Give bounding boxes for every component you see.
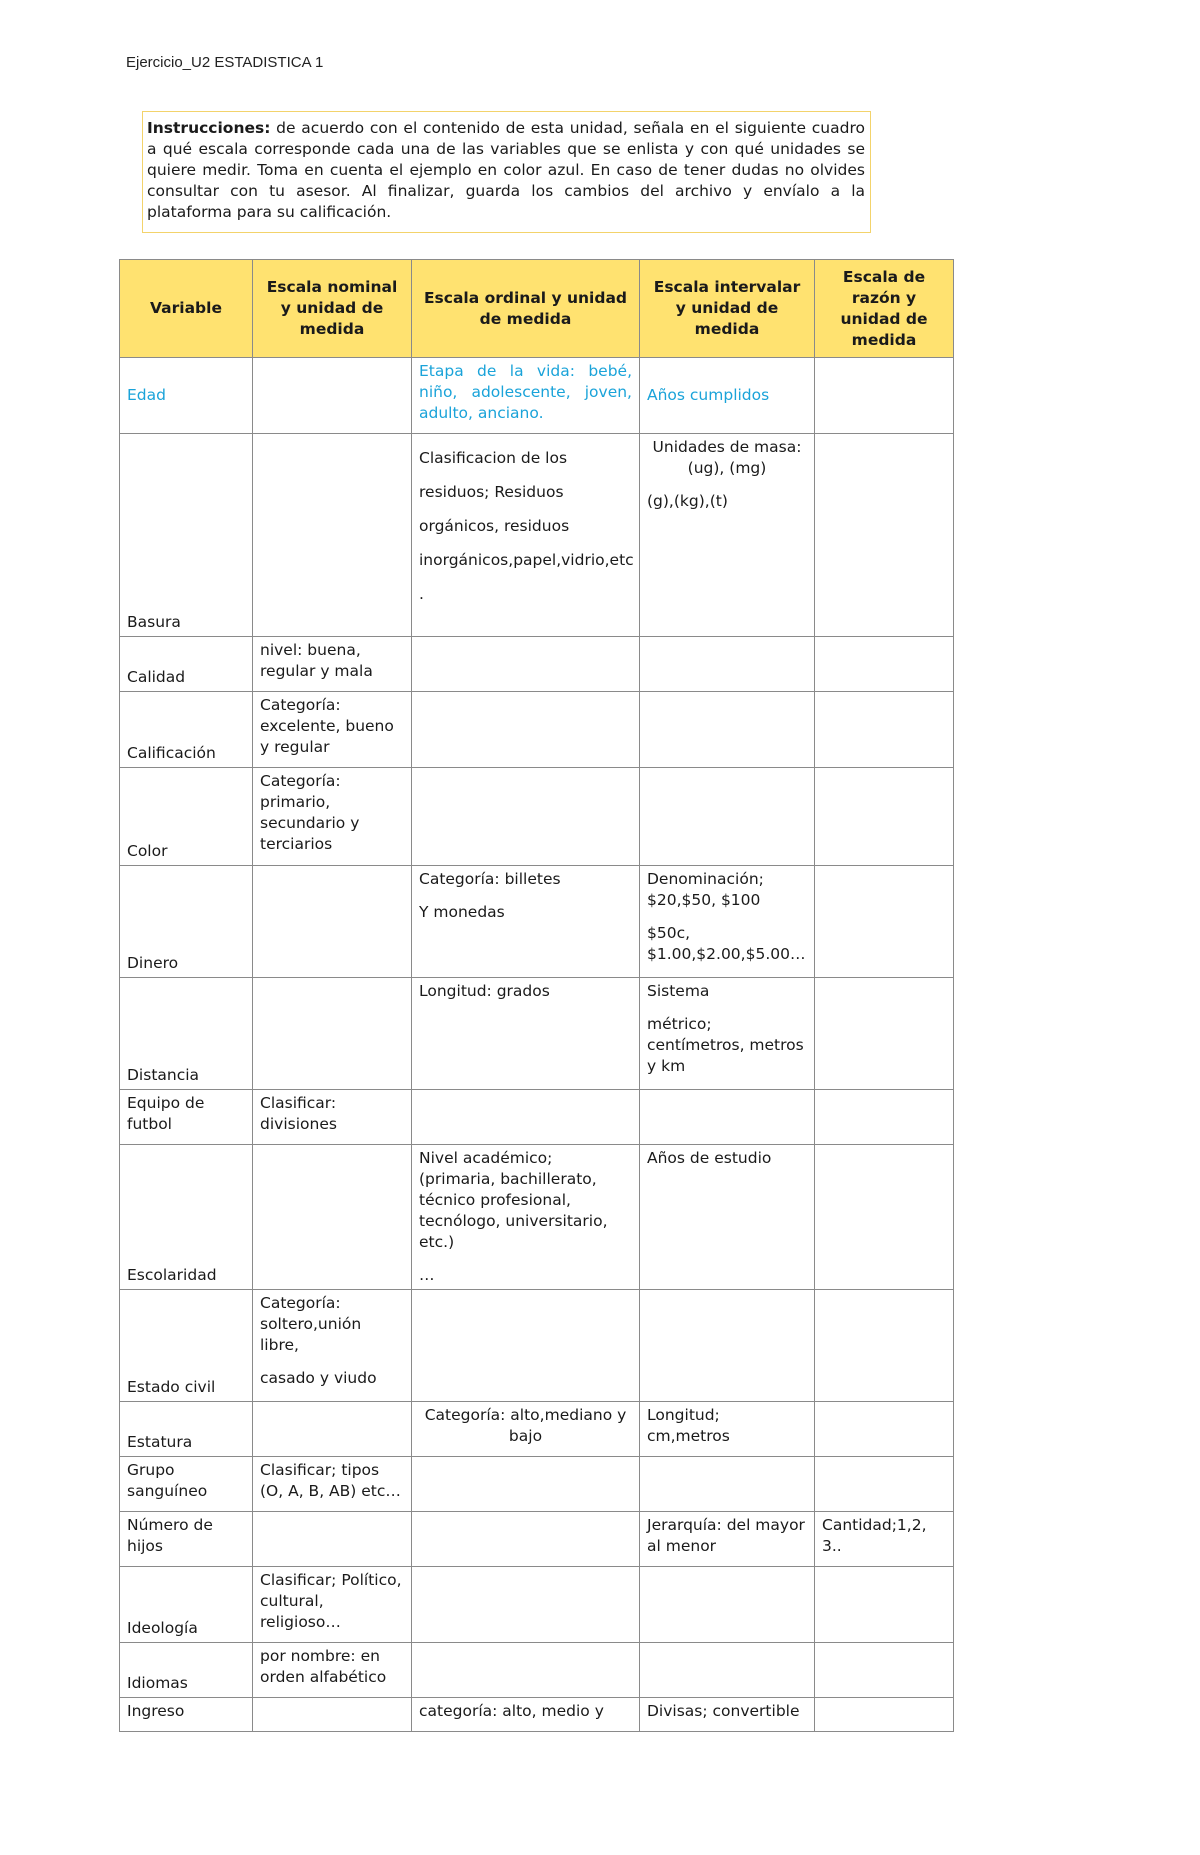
- cell-line: inorgánicos,papel,vidrio,etc: [419, 551, 634, 569]
- cell-ratio[interactable]: [815, 1567, 954, 1643]
- cell-ratio[interactable]: [815, 1457, 954, 1512]
- cell-interval[interactable]: Años cumplidos: [640, 358, 815, 434]
- cell-nominal[interactable]: Clasificar: divisiones: [253, 1090, 412, 1145]
- table-row: [120, 1698, 954, 1732]
- cell-ordinal[interactable]: Categoría: alto,mediano y bajo: [412, 1402, 640, 1457]
- header-nominal: Escala nominal y unidad de medida: [253, 260, 412, 358]
- cell-nominal[interactable]: [253, 1290, 412, 1402]
- cell-variable: Calificación: [120, 692, 253, 768]
- cell-ratio[interactable]: [815, 1402, 954, 1457]
- cell-line: (g),(kg),(t): [647, 492, 728, 510]
- table-row: [120, 866, 954, 978]
- instructions-text: de acuerdo con el contenido de esta unidad, señala en el siguiente cuadro a qué escala corresponde cada una de las variables que se enlista y con qué unidades se quiere medir. Toma en cuenta el ejemplo en color azul. En caso de tener dudas no olvides consultar con tu asesor. Al finalizar, guarda los cambios del archivo y envíalo a la plataforma para su calificación.: [147, 119, 865, 221]
- cell-line: Categoría: soltero,unión libre,: [260, 1294, 362, 1354]
- cell-line: …: [419, 1266, 435, 1284]
- table-row: [120, 434, 954, 637]
- cell-line: residuos; Residuos: [419, 483, 564, 501]
- instructions-box: [142, 111, 871, 233]
- cell-variable: Estatura: [120, 1402, 253, 1457]
- cell-ordinal[interactable]: [412, 1290, 640, 1402]
- table-row: [120, 1457, 954, 1512]
- cell-line: Clasificacion de los: [419, 449, 568, 467]
- header-ratio: Escala de razón y unidad de medida: [815, 260, 954, 358]
- table-row: [120, 1145, 954, 1290]
- cell-ratio[interactable]: [815, 637, 954, 692]
- cell-ratio[interactable]: [815, 358, 954, 434]
- cell-variable: Grupo sanguíneo: [120, 1457, 253, 1512]
- cell-variable: Número de hijos: [120, 1512, 253, 1567]
- cell-nominal[interactable]: [253, 1402, 412, 1457]
- cell-line: Categoría: billetes: [419, 870, 561, 888]
- cell-interval[interactable]: Longitud; cm,metros: [640, 1402, 815, 1457]
- table-row: [120, 1643, 954, 1698]
- cell-interval[interactable]: [640, 637, 815, 692]
- scales-table: [119, 259, 954, 1732]
- cell-ratio[interactable]: [815, 866, 954, 978]
- cell-interval[interactable]: Años de estudio: [640, 1145, 815, 1290]
- cell-ordinal[interactable]: [412, 434, 640, 637]
- cell-nominal[interactable]: por nombre: en orden alfabético: [253, 1643, 412, 1698]
- cell-ordinal[interactable]: [412, 1145, 640, 1290]
- cell-variable: Escolaridad: [120, 1145, 253, 1290]
- cell-interval[interactable]: [640, 1567, 815, 1643]
- cell-line: Unidades de masa:: [652, 438, 802, 456]
- cell-variable: Ingreso: [120, 1698, 253, 1732]
- cell-ordinal[interactable]: categoría: alto, medio y: [412, 1698, 640, 1732]
- header-variable: Variable: [120, 260, 253, 358]
- cell-ratio[interactable]: [815, 1090, 954, 1145]
- cell-ratio[interactable]: [815, 1290, 954, 1402]
- cell-line: .: [419, 585, 424, 603]
- instructions-lead: Instrucciones:: [147, 119, 271, 137]
- table-row: [120, 978, 954, 1090]
- cell-variable: Ideología: [120, 1567, 253, 1643]
- cell-line: Denominación; $20,$50, $100: [647, 870, 764, 909]
- cell-variable: Distancia: [120, 978, 253, 1090]
- cell-ratio[interactable]: [815, 434, 954, 637]
- cell-interval[interactable]: [640, 978, 815, 1090]
- cell-nominal[interactable]: [253, 1512, 412, 1567]
- header-ordinal: Escala ordinal y unidad de medida: [412, 260, 640, 358]
- cell-line: casado y viudo: [260, 1369, 377, 1387]
- cell-interval[interactable]: Divisas; convertible: [640, 1698, 815, 1732]
- table-header-row: [120, 260, 954, 358]
- cell-ratio[interactable]: [815, 768, 954, 866]
- cell-ordinal[interactable]: [412, 692, 640, 768]
- cell-interval[interactable]: Jerarquía: del mayor al menor: [640, 1512, 815, 1567]
- header-interval: Escala intervalar y unidad de medida: [640, 260, 815, 358]
- cell-interval[interactable]: [640, 434, 815, 637]
- cell-line: orgánicos, residuos: [419, 517, 570, 535]
- cell-ratio[interactable]: Cantidad;1,2,3..: [815, 1512, 954, 1567]
- cell-nominal[interactable]: Clasificar; tipos (O, A, B, AB) etc…: [253, 1457, 412, 1512]
- cell-nominal[interactable]: [253, 978, 412, 1090]
- cell-ordinal[interactable]: [412, 768, 640, 866]
- cell-line: Nivel académico; (primaria, bachillerato, técnico profesional, tecnólogo, universitario, etc.): [419, 1149, 608, 1251]
- table-row: [120, 692, 954, 768]
- cell-ratio[interactable]: [815, 692, 954, 768]
- cell-ratio[interactable]: [815, 1643, 954, 1698]
- table-row: [120, 768, 954, 866]
- cell-ratio[interactable]: [815, 1698, 954, 1732]
- cell-variable: Color: [120, 768, 253, 866]
- cell-nominal[interactable]: [253, 434, 412, 637]
- cell-nominal[interactable]: nivel: buena, regular y mala: [253, 637, 412, 692]
- cell-nominal[interactable]: [253, 1145, 412, 1290]
- cell-interval[interactable]: [640, 768, 815, 866]
- cell-ordinal[interactable]: Longitud: grados: [412, 978, 640, 1090]
- cell-interval[interactable]: [640, 1643, 815, 1698]
- cell-interval[interactable]: [640, 1290, 815, 1402]
- cell-line: (ug), (mg): [687, 459, 767, 477]
- cell-variable: Calidad: [120, 637, 253, 692]
- table-row: [120, 1290, 954, 1402]
- table-row: [120, 358, 954, 434]
- cell-ordinal[interactable]: [412, 1090, 640, 1145]
- cell-variable: Equipo de futbol: [120, 1090, 253, 1145]
- cell-nominal[interactable]: Categoría: excelente, bueno y regular: [253, 692, 412, 768]
- cell-nominal[interactable]: Categoría: primario, secundario y terciarios: [253, 768, 412, 866]
- cell-ordinal[interactable]: [412, 1512, 640, 1567]
- table-row: [120, 1567, 954, 1643]
- cell-ratio[interactable]: [815, 978, 954, 1090]
- cell-ordinal[interactable]: [412, 866, 640, 978]
- cell-ordinal[interactable]: [412, 1457, 640, 1512]
- table-row: [120, 637, 954, 692]
- cell-interval[interactable]: [640, 1457, 815, 1512]
- cell-ordinal[interactable]: [412, 637, 640, 692]
- cell-variable: Estado civil: [120, 1290, 253, 1402]
- cell-interval[interactable]: [640, 692, 815, 768]
- table-row: [120, 1402, 954, 1457]
- cell-ratio[interactable]: [815, 1145, 954, 1290]
- cell-ordinal[interactable]: [412, 1567, 640, 1643]
- cell-nominal[interactable]: [253, 1698, 412, 1732]
- cell-line: Sistema: [647, 982, 710, 1000]
- cell-variable: Edad: [120, 358, 253, 434]
- cell-nominal[interactable]: [253, 358, 412, 434]
- cell-interval[interactable]: [640, 1090, 815, 1145]
- cell-variable: Idiomas: [120, 1643, 253, 1698]
- cell-line: Y monedas: [419, 903, 505, 921]
- table-row: [120, 1512, 954, 1567]
- cell-line: $50c, $1.00,$2.00,$5.00…: [647, 924, 806, 963]
- cell-ordinal[interactable]: Etapa de la vida: bebé, niño, adolescente, joven, adulto, anciano.: [412, 358, 640, 434]
- document-header: Ejercicio_U2 ESTADISTICA 1: [126, 54, 324, 71]
- cell-interval[interactable]: [640, 866, 815, 978]
- cell-nominal[interactable]: [253, 866, 412, 978]
- table-row: [120, 1090, 954, 1145]
- cell-line: métrico; centímetros, metros y km: [647, 1015, 804, 1075]
- cell-variable: Basura: [120, 434, 253, 637]
- cell-ordinal[interactable]: [412, 1643, 640, 1698]
- cell-nominal[interactable]: Clasificar; Político, cultural, religioso…: [253, 1567, 412, 1643]
- cell-variable: Dinero: [120, 866, 253, 978]
